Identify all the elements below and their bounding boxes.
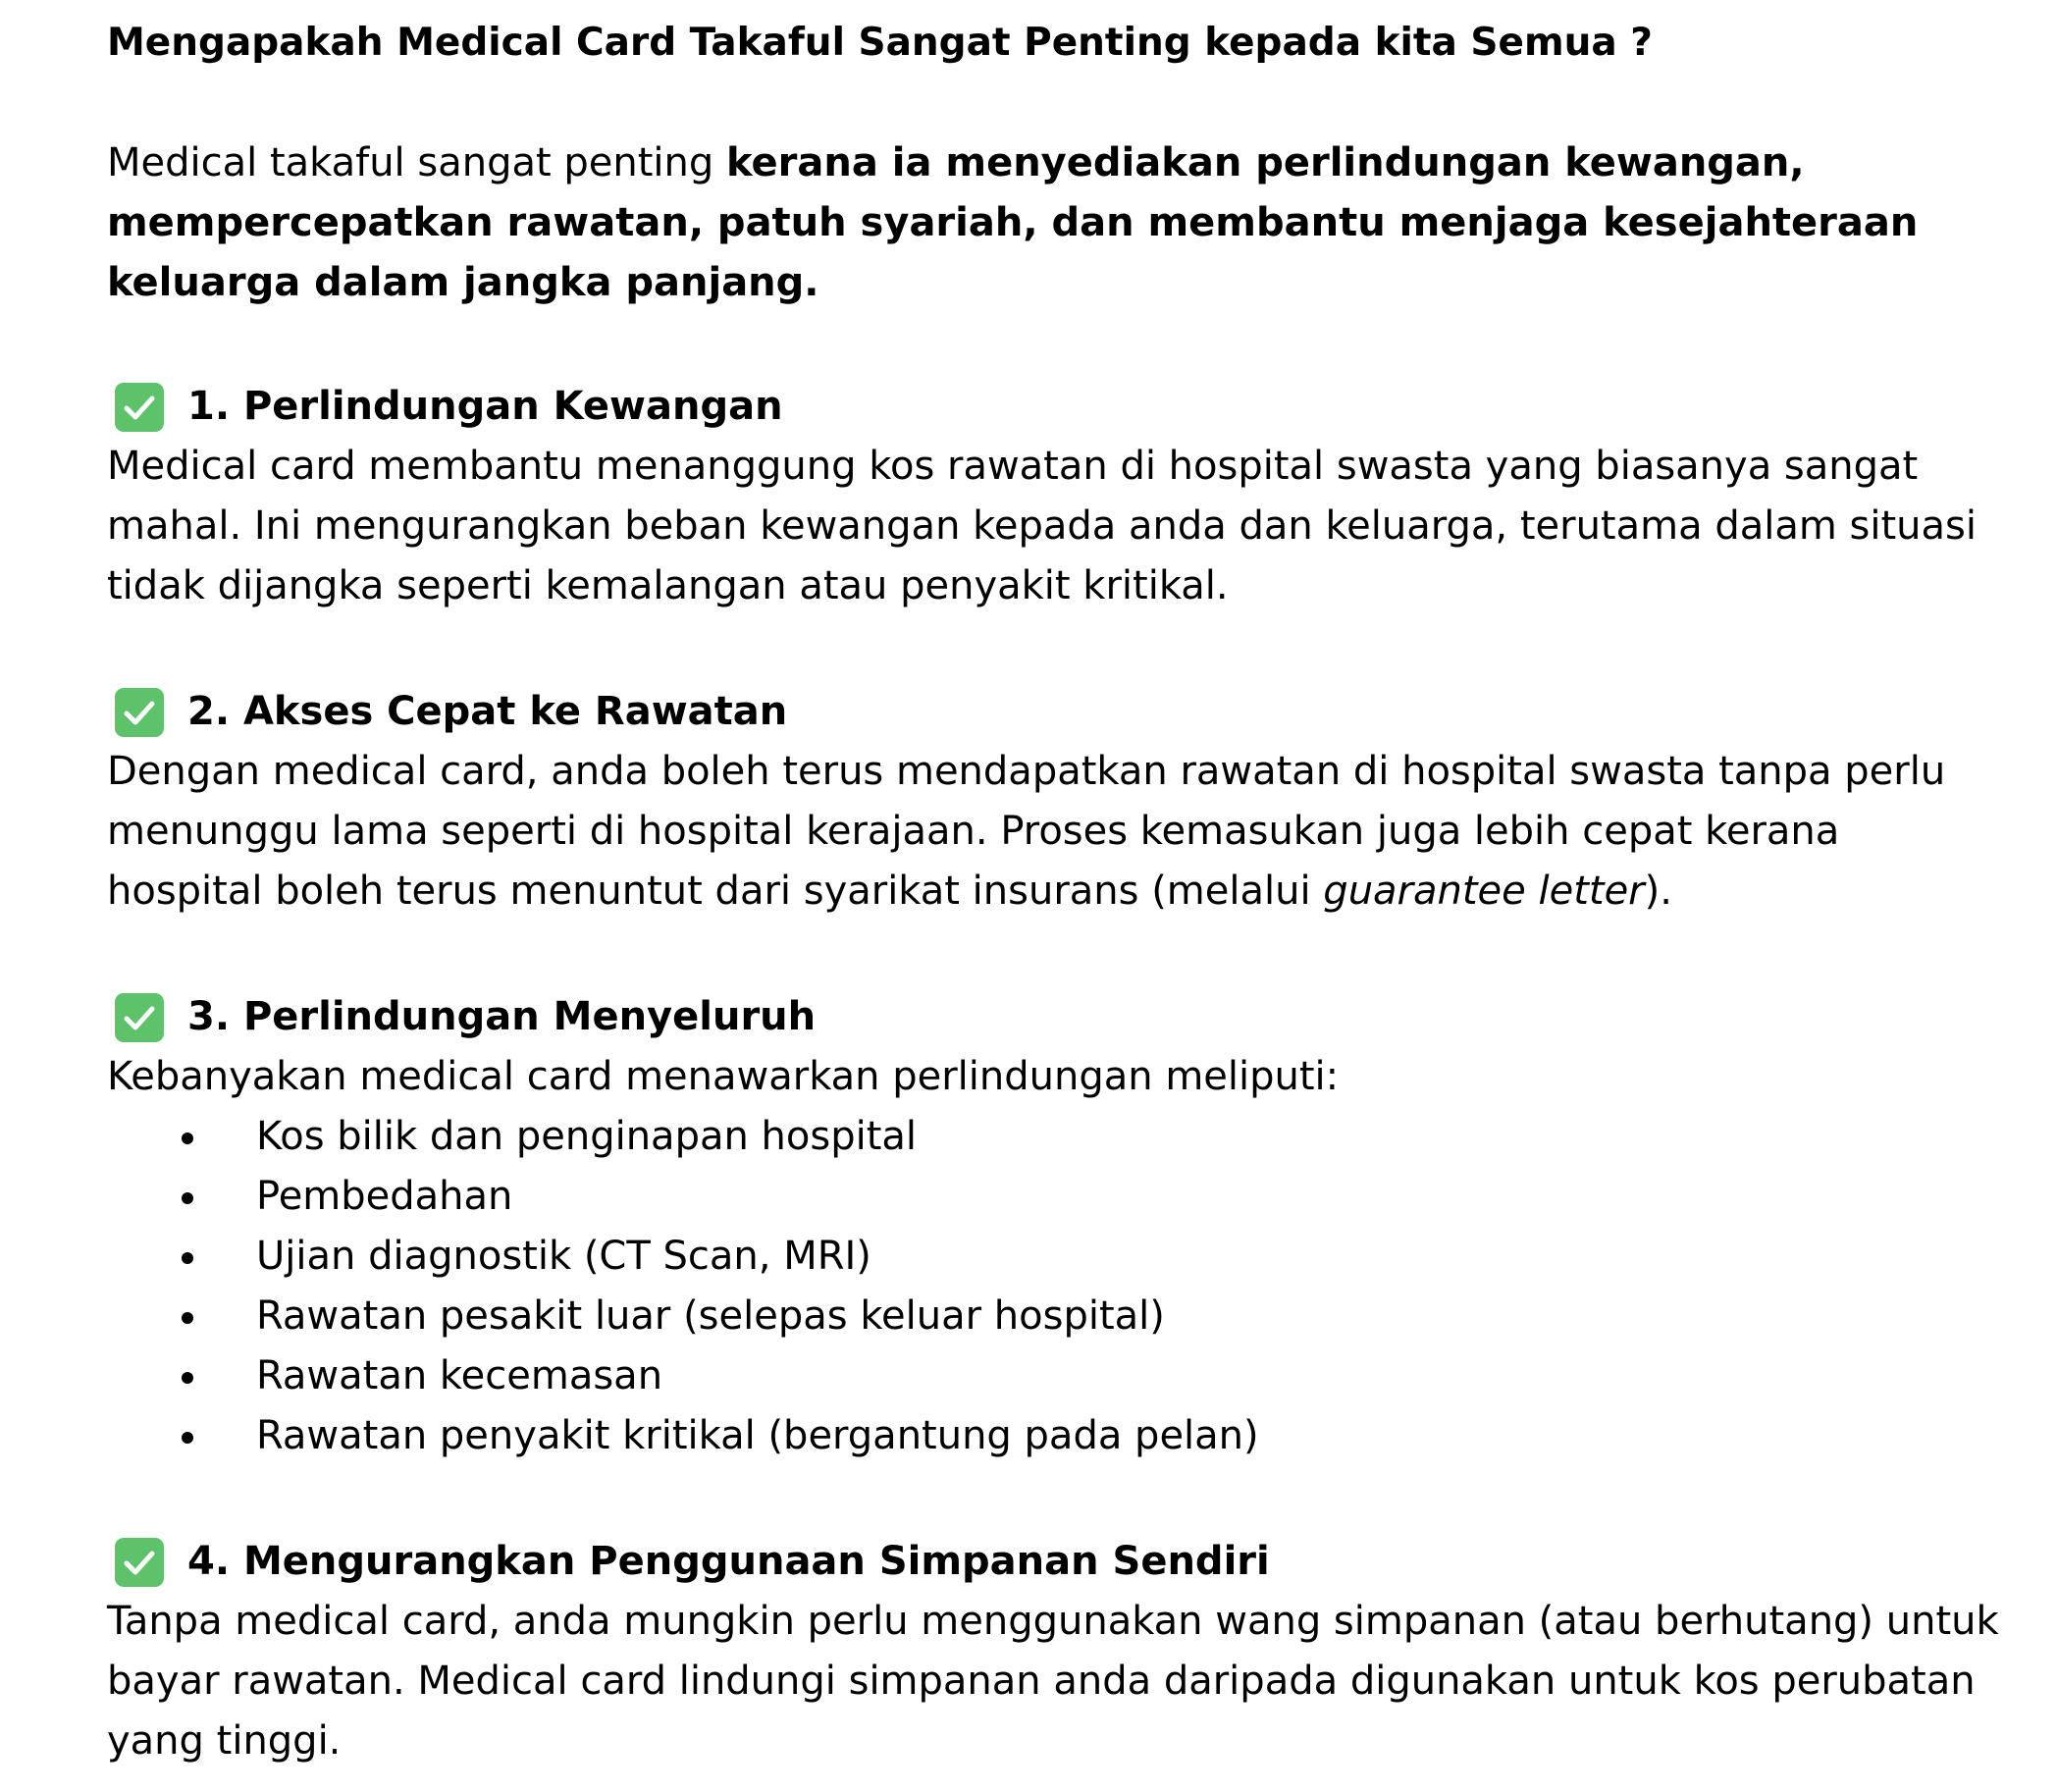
intro-plain-text: Medical takaful sangat penting	[107, 140, 726, 185]
bullet-icon	[182, 1192, 193, 1204]
list-item-text: Rawatan pesakit luar (selepas keluar hospital)	[256, 1293, 1165, 1339]
list-item-text: Pembedahan	[256, 1174, 513, 1219]
section-akses-cepat	[107, 682, 2001, 922]
list-item	[107, 1167, 2001, 1227]
section-heading	[107, 987, 2001, 1047]
bullet-icon	[182, 1372, 193, 1384]
document-title: Mengapakah Medical Card Takaful Sangat Penting kepada kita Semua ?	[107, 21, 1653, 65]
section-heading-text: 3. Perlindungan Menyeluruh	[187, 994, 817, 1039]
check-mark-icon	[115, 383, 164, 432]
section-body: Tanpa medical card, anda mungkin perlu menggunakan wang simpanan (atau berhutang) untuk bayar rawatan. Medical card lindungi simpanan anda daripada digunakan untuk kos perubatan yang tinggi.	[107, 1599, 1999, 1764]
bullet-icon	[182, 1133, 193, 1144]
section-heading-text: 2. Akses Cepat ke Rawatan	[187, 689, 788, 734]
list-item	[107, 1287, 2001, 1346]
section-body: Kebanyakan medical card menawarkan perlindungan meliputi:	[107, 1054, 1340, 1099]
intro-bold-text: kerana ia menyediakan perlindungan kewangan, mempercepatkan rawatan, patuh syariah, dan membantu menjaga kesejahteraan keluarga dalam jangka panjang.	[107, 140, 1919, 305]
section-heading	[107, 377, 2001, 437]
section-perlindungan-menyeluruh	[107, 987, 2001, 1466]
section-body-text-end: ).	[1644, 869, 1672, 914]
section-heading	[107, 682, 2001, 742]
list-item-text: Rawatan penyakit kritikal (bergantung pada pelan)	[256, 1413, 1259, 1458]
list-item	[107, 1107, 2001, 1167]
bullet-icon	[182, 1312, 193, 1324]
section-body	[107, 742, 2001, 922]
check-mark-icon	[115, 1538, 164, 1587]
check-mark-icon	[115, 688, 164, 737]
intro-paragraph	[107, 133, 1972, 313]
coverage-list	[107, 1107, 2001, 1466]
list-item-text: Ujian diagnostik (CT Scan, MRI)	[256, 1234, 871, 1279]
list-item-text: Rawatan kecemasan	[256, 1353, 663, 1398]
section-body-text: Dengan medical card, anda boleh terus mendapatkan rawatan di hospital swasta tanpa perlu menunggu lama seperti di hospital kerajaan. Proses kemasukan juga lebih cepat kerana hospital boleh terus menuntut dari syarikat insurans (melalui	[107, 749, 1946, 914]
list-item	[107, 1406, 2001, 1466]
section-perlindungan-kewangan	[107, 377, 2001, 616]
section-heading-text: 4. Mengurangkan Penggunaan Simpanan Sendiri	[187, 1539, 1270, 1584]
list-item-text: Kos bilik dan penginapan hospital	[256, 1114, 918, 1159]
check-mark-icon	[115, 993, 164, 1042]
guarantee-letter-term: guarantee letter	[1323, 869, 1645, 914]
section-heading	[107, 1532, 2001, 1592]
list-item	[107, 1346, 2001, 1406]
bullet-icon	[182, 1432, 193, 1444]
section-body: Medical card membantu menanggung kos rawatan di hospital swasta yang biasanya sangat mahal. Ini mengurangkan beban kewangan kepada anda dan keluarga, terutama dalam situasi tidak dijangka seperti kemalangan atau penyakit kritikal.	[107, 444, 1977, 608]
list-item	[107, 1227, 2001, 1287]
section-mengurangkan-simpanan	[107, 1532, 2001, 1771]
bullet-icon	[182, 1252, 193, 1264]
section-heading-text: 1. Perlindungan Kewangan	[187, 384, 783, 429]
